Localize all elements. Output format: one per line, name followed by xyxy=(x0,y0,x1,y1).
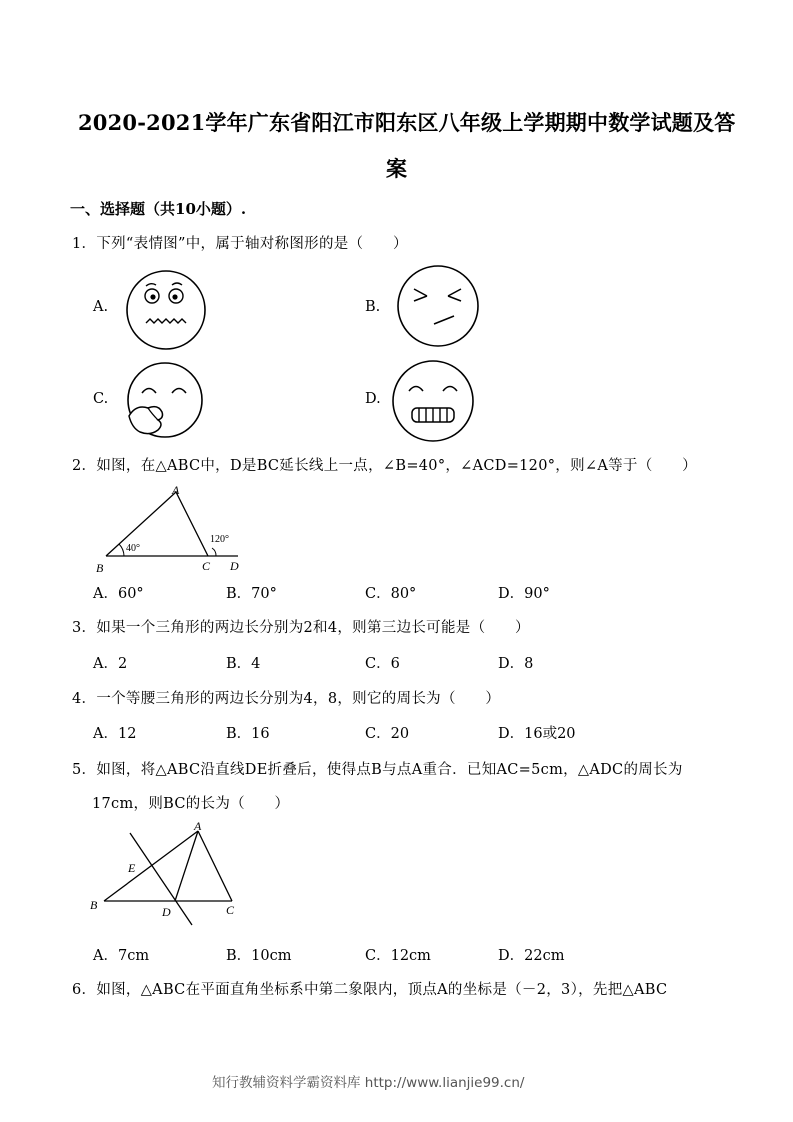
grinning-face-icon xyxy=(390,358,476,444)
covering-mouth-face-icon xyxy=(120,360,204,444)
q2-triangle-figure xyxy=(92,480,252,576)
q2-angle-acd-label: 120° xyxy=(210,534,229,545)
q2-option-c: C．80° xyxy=(365,586,417,602)
q2-option-d: D．90° xyxy=(498,586,550,602)
q3-option-d: D．8 xyxy=(498,656,534,672)
q2-option-a: A．60° xyxy=(93,586,144,602)
q2-label-a: A xyxy=(172,483,180,497)
q2-label-c: C xyxy=(202,559,211,573)
q2-label-b: B xyxy=(96,561,104,575)
question-3-text: 3．如果一个三角形的两边长分别为2和4，则第三边长可能是（ ） xyxy=(72,620,530,636)
q2-angle-b-label: 40° xyxy=(126,543,140,554)
q2-label-d: D xyxy=(230,559,239,573)
q5-option-c: C．12cm xyxy=(365,948,431,964)
section-heading: 一、选择题（共10小题）. xyxy=(70,200,247,218)
q3-option-c: C．6 xyxy=(365,656,400,672)
q4-option-a: A．12 xyxy=(93,726,137,742)
question-6-text: 6．如图，△ABC在平面直角坐标系中第二象限内，顶点A的坐标是（－2，3），先把△ABC xyxy=(72,982,668,998)
q1-option-a-label: A. xyxy=(93,299,109,315)
question-5-text-line1: 5．如图，将△ABC沿直线DE折叠后，使得点B与点A重合．已知AC=5cm，△ADC的周长为 xyxy=(72,762,683,778)
q1-option-d-label: D. xyxy=(365,391,381,407)
q5-label-c: C xyxy=(226,903,235,917)
question-2-text: 2．如图，在△ABC中，D是BC延长线上一点，∠B=40°，∠ACD=120°，则∠A等于（ ） xyxy=(72,458,697,474)
page-title-line1: 2020-2021学年广东省阳江市阳东区八年级上学期期中数学试题及答 xyxy=(78,110,736,135)
question-1-text: 1．下列“表情图”中，属于轴对称图形的是（ ） xyxy=(72,236,408,252)
q5-label-a: A xyxy=(194,819,202,833)
q4-option-d: D．16或20 xyxy=(498,726,576,742)
q5-label-d: D xyxy=(162,905,171,919)
q3-option-b: B．4 xyxy=(226,656,261,672)
worried-face-icon xyxy=(124,268,208,352)
q4-option-b: B．16 xyxy=(226,726,270,742)
q5-option-d: D．22cm xyxy=(498,948,565,964)
page-title-line2: 案 xyxy=(386,156,408,181)
question-4-text: 4．一个等腰三角形的两边长分别为4，8，则它的周长为（ ） xyxy=(72,691,501,707)
q1-option-b-label: B. xyxy=(365,299,381,315)
q5-option-a: A．7cm xyxy=(93,948,150,964)
q5-option-b: B．10cm xyxy=(226,948,292,964)
question-5-text-line2: 17cm，则BC的长为（ ） xyxy=(92,796,290,812)
q4-option-c: C．20 xyxy=(365,726,410,742)
q2-option-b: B．70° xyxy=(226,586,277,602)
q1-option-c-label: C. xyxy=(93,391,109,407)
q5-label-b: B xyxy=(90,898,98,912)
q5-fold-figure xyxy=(84,815,254,935)
q5-label-e: E xyxy=(128,861,136,875)
squint-face-icon xyxy=(395,263,481,349)
footer-link[interactable]: 知行教辅资料学霸资料库 http://www.lianjie99.cn/ xyxy=(212,1075,525,1091)
q3-option-a: A．2 xyxy=(93,656,128,672)
